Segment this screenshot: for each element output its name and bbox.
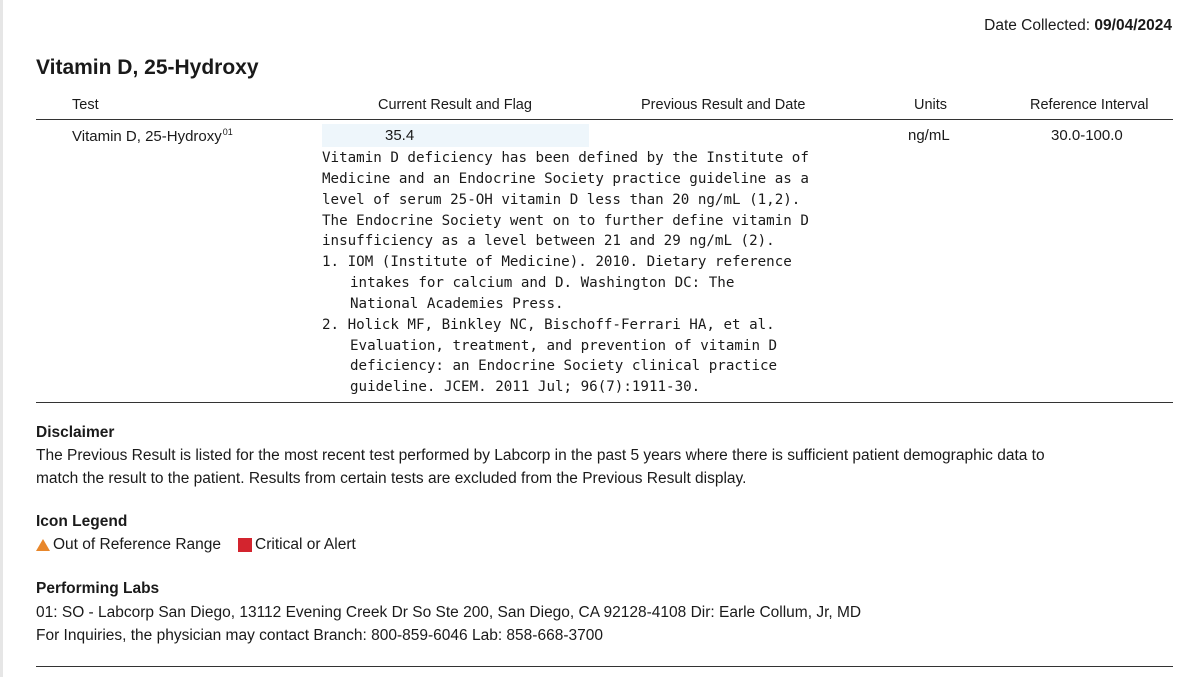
disclaimer-title: Disclaimer [36, 424, 115, 441]
reference-item-continuation: deficiency: an Endocrine Society clinical practice [350, 358, 778, 375]
reference-item-continuation: National Academies Press. [350, 295, 564, 312]
disclaimer-text [36, 444, 1045, 490]
date-collected-label: Date Collected: [984, 17, 1091, 34]
disclaimer-line: The Previous Result is listed for the most recent test performed by Labcorp in the past 5 years where there is sufficient patient demographic data to [36, 447, 1045, 464]
performing-labs-title: Performing Labs [36, 580, 160, 597]
comment-line: Vitamin D deficiency has been defined by the Institute of [322, 150, 809, 166]
column-header-previous-result: Previous Result and Date [641, 97, 806, 113]
page-left-edge [0, 0, 3, 677]
comment-line: level of serum 25-OH vitamin D less than 20 ng/mL (1,2). [322, 191, 801, 208]
performing-lab-address: 01: SO - Labcorp San Diego, 13112 Evening Creek Dr So Ste 200, San Diego, CA 92128-4108 Dir: Earle Collum, Jr, MD [36, 604, 862, 621]
current-result-value: 35.4 [385, 127, 415, 144]
reference-item: 2. Holick MF, Binkley NC, Bischoff-Ferrari HA, et al. [322, 316, 775, 333]
reference-item-continuation: guideline. JCEM. 2011 Jul; 96(7):1911-30. [350, 379, 701, 396]
column-header-test: Test [72, 97, 99, 113]
red-square-icon [238, 538, 252, 552]
reference-interval: 30.0-100.0 [1051, 127, 1123, 144]
current-result-highlight [322, 124, 589, 147]
reference-item-continuation: Evaluation, treatment, and prevention of vitamin D [350, 337, 778, 354]
column-header-units: Units [914, 97, 948, 113]
result-comment [322, 148, 809, 398]
orange-triangle-icon [36, 539, 50, 551]
legend-critical-label: Critical or Alert [255, 536, 356, 553]
section-title: Vitamin D, 25-Hydroxy [36, 56, 259, 79]
comment-line: The Endocrine Society went on to further define vitamin D [322, 212, 809, 229]
legend-out-of-range-label: Out of Reference Range [53, 536, 222, 553]
table-bottom-divider [36, 402, 1173, 403]
reference-item-continuation: intakes for calcium and D. Washington DC: The [350, 275, 735, 292]
performing-lab-contact: For Inquiries, the physician may contact Branch: 800-859-6046 Lab: 858-668-3700 [36, 627, 603, 644]
reference-item: 1. IOM (Institute of Medicine). 2010. Dietary reference [322, 254, 792, 271]
test-footnote: 01 [222, 127, 233, 137]
column-header-current-result: Current Result and Flag [378, 97, 532, 113]
comment-line: insufficiency as a level between 21 and 29 ng/mL (2). [322, 233, 775, 250]
icon-legend [36, 536, 356, 554]
disclaimer-line: match the result to the patient. Results from certain tests are excluded from the Previous Result display. [36, 470, 747, 487]
comment-line: Medicine and an Endocrine Society practice guideline as a [322, 170, 809, 187]
test-name-label: Vitamin D, 25-Hydroxy [72, 128, 222, 145]
date-collected [984, 17, 1172, 35]
column-header-reference-interval: Reference Interval [1030, 97, 1149, 113]
date-collected-value: 09/04/2024 [1094, 17, 1172, 34]
icon-legend-title: Icon Legend [36, 513, 128, 530]
performing-labs-text [36, 601, 861, 647]
table-header-divider [36, 119, 1173, 120]
page-bottom-divider [36, 666, 1173, 667]
result-units: ng/mL [908, 127, 950, 144]
test-name [72, 127, 233, 145]
